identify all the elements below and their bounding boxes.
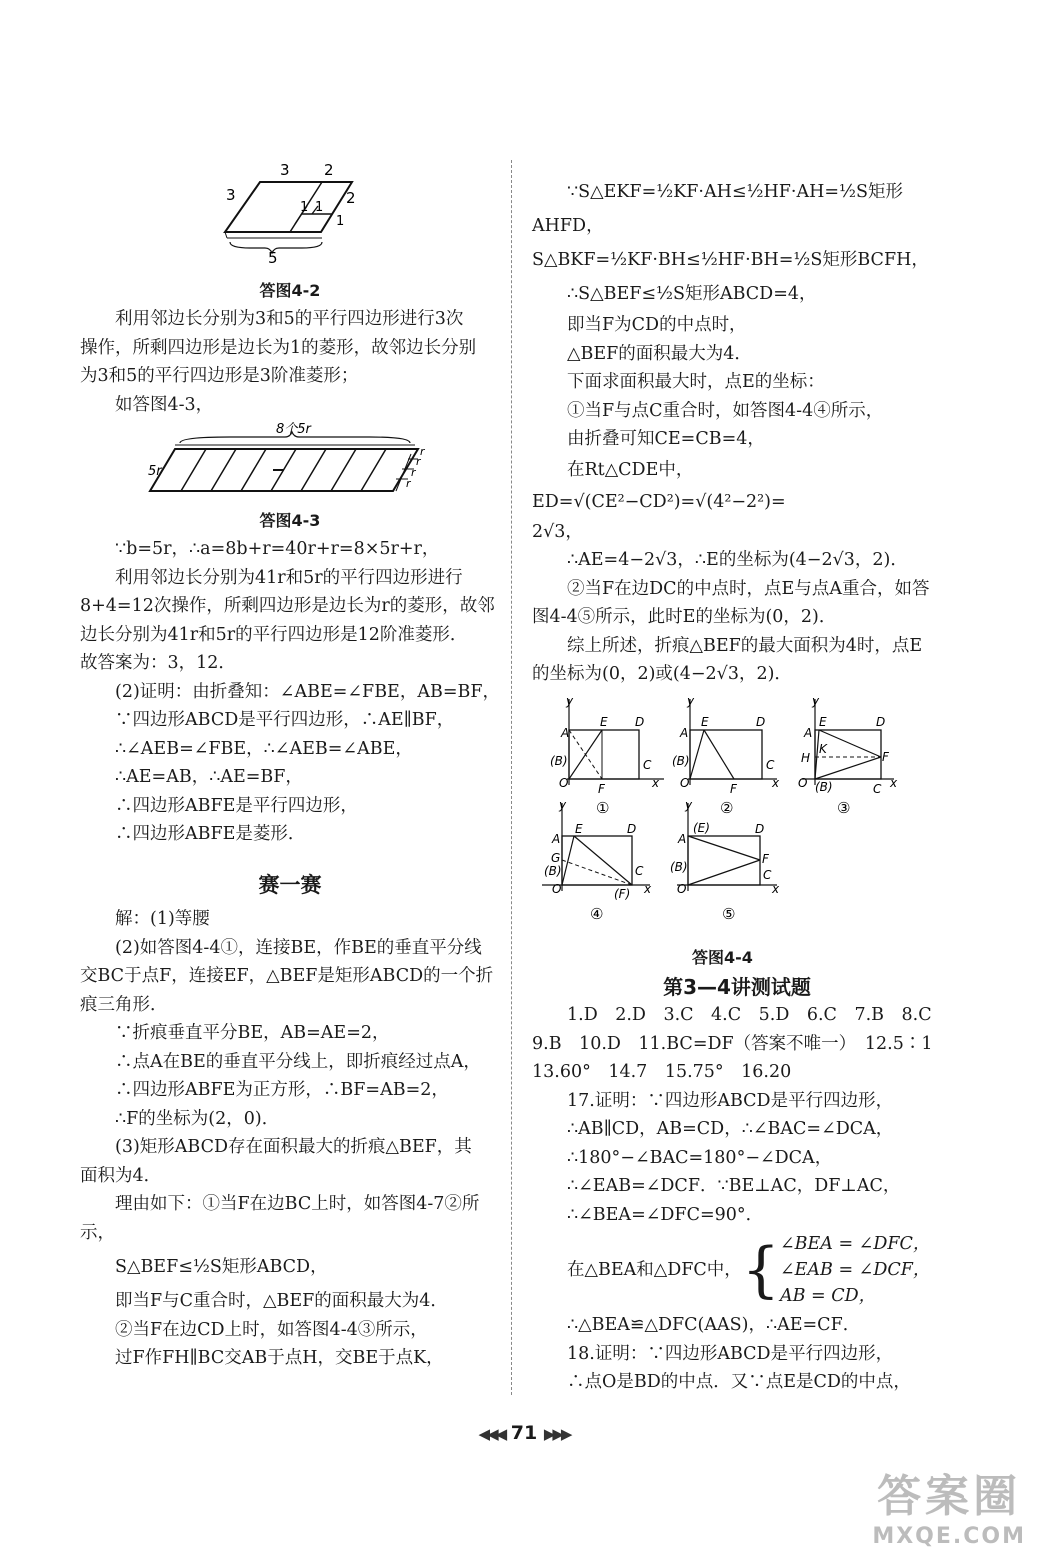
text-line: 解：(1)等腰: [115, 909, 210, 929]
text-line: ∴F的坐标为(2，0)．: [115, 1108, 280, 1129]
text-line: 即当F与C重合时，△BEF的面积最大为4．: [115, 1291, 448, 1311]
svg-text:O: O: [552, 881, 562, 896]
text-line: 操作，所剩四边形是边长为1的菱形，故邻边长分别: [80, 337, 477, 358]
fig44-caption: 答图4-4: [692, 948, 753, 967]
text-line: ①当F与点C重合时，如答图4-4④所示，: [567, 400, 884, 421]
text-line: 故答案为：3，12．: [80, 653, 236, 673]
svg-text:D: D: [627, 821, 637, 836]
fig42-label-top-3: 3: [280, 161, 290, 179]
text-line: ∴△BEA≌△DFC(AAS)，∴AE=CF．: [567, 1315, 861, 1335]
text-line: 利用邻边长分别为3和5的平行四边形进行3次: [115, 309, 464, 329]
system-line: AB = CD，: [779, 1286, 877, 1306]
text-line: 如答图4-3，: [115, 394, 214, 415]
text-line: (2)证明：由折叠知：∠ABE=∠FBE，AB=BF，: [115, 681, 500, 702]
text-line: 痕三角形．: [80, 994, 168, 1015]
text-line: ∵折痕垂直平分BE，AB=AE=2，: [115, 1023, 390, 1043]
answer-line: 13.60° 14.7 15.75° 16.20: [532, 1062, 792, 1082]
text-line: 理由如下：①当F在边BC上时，如答图4-7②所: [115, 1194, 480, 1214]
svg-text:y: y: [812, 694, 820, 708]
svg-text:F: F: [598, 781, 605, 796]
text-line: 由折叠可知CE=CB=4，: [567, 429, 765, 449]
svg-text:(F): (F): [614, 886, 631, 901]
column-divider: [511, 160, 512, 1395]
fig44-sub-3: ③: [837, 798, 851, 817]
equation-system: [532, 1231, 942, 1309]
svg-text:G: G: [551, 850, 561, 865]
fig44-sub-1: ①: [596, 798, 610, 817]
fig42-label-bottom-5: 5: [268, 249, 278, 265]
fig43-r: r: [420, 445, 425, 458]
fig42-label-top-2: 2: [324, 161, 334, 179]
text-line: 下面求面积最大时，点E的坐标：: [567, 372, 825, 392]
right-column: [532, 175, 942, 1397]
svg-text:x: x: [772, 775, 780, 790]
left-column: [80, 150, 500, 1373]
text-line: 边长分别为41r和5r的平行四边形是12阶准菱形．: [80, 624, 468, 645]
fig44-sub-4: ④: [590, 904, 604, 923]
svg-text:E: E: [701, 714, 709, 729]
svg-text:A: A: [552, 831, 561, 846]
svg-text:C: C: [766, 757, 775, 772]
text-line: ∴四边形ABFE为正方形，∴BF=AB=2，: [115, 1080, 449, 1100]
text-line: ②当F在边CD上时，如答图4-4③所示，: [115, 1319, 428, 1340]
svg-text:(B): (B): [672, 753, 690, 768]
text-line: △BEF的面积最大为4．: [567, 343, 752, 364]
svg-text:(B): (B): [670, 859, 688, 874]
section-title: 赛一赛: [258, 872, 322, 897]
fig43-r: r: [406, 477, 411, 490]
watermark-main: 答案圈: [877, 1471, 1022, 1522]
fig42-label-right-2: 2: [346, 189, 356, 207]
svg-text:x: x: [652, 775, 660, 790]
svg-text:(B): (B): [815, 779, 833, 794]
text-line: 18.证明：∵四边形ABCD是平行四边形，: [567, 1343, 894, 1364]
fig42-caption: 答图4-2: [259, 280, 321, 300]
svg-text:D: D: [876, 714, 886, 729]
svg-text:O: O: [798, 775, 808, 790]
text-line: 示，: [80, 1222, 115, 1243]
svg-text:E: E: [819, 714, 827, 729]
fig44-sub-2: ②: [720, 798, 734, 817]
text-line: 交BC于点F，连接EF，△BEF是矩形ABCD的一个折: [80, 966, 494, 986]
text-line: ∴∠BEA=∠DFC=90°．: [567, 1204, 764, 1225]
svg-text:A: A: [678, 831, 687, 846]
right-arrows-icon: ▶▶▶: [543, 1425, 570, 1443]
figure-4-2: [80, 150, 500, 265]
text-line: ∴AE=4−2√3，∴E的坐标为(4−2√3，2)．: [567, 550, 908, 570]
answer-list: [532, 1001, 942, 1087]
svg-text:x: x: [772, 881, 780, 896]
svg-text:A: A: [804, 725, 813, 740]
svg-text:y: y: [566, 694, 574, 708]
svg-text:C: C: [643, 757, 652, 772]
system-prefix: 在△BEA和△DFC中，: [567, 1259, 742, 1280]
watermark-sub: MXQE.COM: [872, 1524, 1026, 1549]
svg-text:O: O: [677, 881, 687, 896]
fig42-label-left-3: 3: [226, 186, 236, 204]
svg-text:A: A: [561, 725, 570, 740]
svg-text:y: y: [559, 797, 567, 812]
svg-text:O: O: [559, 775, 569, 790]
svg-text:C: C: [635, 863, 644, 878]
svg-text:F: F: [762, 851, 769, 866]
svg-text:O: O: [680, 775, 690, 790]
test-title: 第3—4讲测试题: [663, 974, 811, 999]
text-line: 为3和5的平行四边形是3阶准菱形；: [80, 366, 359, 386]
text-line: (3)矩形ABCD存在面积最大的折痕△BEF，其: [115, 1137, 472, 1157]
svg-text:C: C: [873, 781, 882, 796]
text-line: ∴∠AEB=∠FBE，∴∠AEB=∠ABE，: [115, 738, 413, 759]
text-line: ∵b=5r，∴a=8b+r=40r+r=8×5r+r，: [115, 539, 440, 559]
svg-text:D: D: [635, 714, 645, 729]
text-line: ∴S△BEF≤½S矩形ABCD=4，: [567, 284, 817, 304]
text-line: 图4-4⑤所示，此时E的坐标为(0，2)．: [532, 607, 837, 627]
text-line: ∴AE=AB，∴AE=BF，: [115, 767, 303, 787]
text-line: 过F作FH∥BC交AB于点H，交BE于点K，: [115, 1348, 444, 1368]
svg-text:A: A: [680, 725, 689, 740]
figure-4-3: [80, 419, 500, 497]
text-line: 的坐标为(0，2)或(4−2√3，2)．: [532, 664, 792, 684]
text-line: 综上所述，折痕△BEF的最大面积为4时，点E: [567, 635, 923, 656]
svg-text:D: D: [755, 821, 765, 836]
page-number: [0, 1422, 1048, 1444]
text-line: 面积为4．: [80, 1165, 162, 1186]
text-line: S△BEF≤½S矩形ABCD，: [115, 1257, 328, 1277]
text-line: (2)如答图4-4①，连接BE，作BE的垂直平分线: [115, 937, 482, 958]
svg-text:C: C: [763, 867, 772, 882]
fig44-sub-5: ⑤: [722, 904, 736, 923]
system-line: ∠BEA = ∠DFC，: [779, 1234, 931, 1254]
svg-text:E: E: [575, 821, 583, 836]
left-brace: {: [741, 1235, 780, 1305]
text-line: ∵S△EKF=½KF·AH≤½HF·AH=½S矩形AHFD，: [532, 182, 903, 236]
fig43-r: r: [411, 466, 416, 479]
page-number-value: 71: [510, 1422, 538, 1444]
svg-text:y: y: [687, 694, 695, 708]
text-line: ∴点O是BD的中点．又∵点E是CD的中点，: [567, 1372, 911, 1392]
svg-text:y: y: [685, 797, 693, 812]
fig43-side-label: 5r: [148, 464, 162, 479]
svg-text:x: x: [890, 775, 898, 790]
text-line: ②当F在边DC的中点时，点E与点A重合，如答: [567, 578, 930, 599]
text-line: ∴四边形ABFE是平行四边形，: [115, 795, 358, 816]
fig43-caption: 答图4-3: [259, 510, 321, 530]
svg-text:F: F: [730, 781, 737, 796]
svg-text:E: E: [600, 714, 608, 729]
text-line: ∴∠EAB=∠DCF．∵BE⊥AC，DF⊥AC，: [567, 1176, 901, 1196]
svg-text:D: D: [756, 714, 766, 729]
figure-4-4: [532, 695, 942, 935]
text-line: ∴四边形ABFE是菱形．: [115, 824, 306, 844]
svg-text:(B): (B): [550, 753, 568, 768]
fig42-label-1a: 1: [300, 200, 309, 215]
svg-text:(B): (B): [544, 863, 562, 878]
text-line: 利用邻边长分别为41r和5r的平行四边形进行: [115, 567, 463, 588]
text-line: 在Rt△CDE中，ED=√(CE²−CD²)=√(4²−2²)=: [532, 459, 786, 512]
text-line: ∴点A在BE的垂直平分线上，即折痕经过点A，: [115, 1051, 481, 1072]
svg-text:H: H: [801, 750, 811, 765]
svg-text:F: F: [882, 749, 889, 764]
fig43-top-label: 8个5r: [276, 422, 311, 437]
svg-text:(E): (E): [693, 820, 710, 835]
text-line: ∴180°−∠BAC=180°−∠DCA，: [567, 1147, 833, 1168]
fig42-label-1c: 1: [336, 214, 345, 229]
text-line: 17.证明：∵四边形ABCD是平行四边形，: [567, 1090, 894, 1111]
text-line: 2√3，: [532, 521, 583, 542]
left-arrows-icon: ◀◀◀: [478, 1425, 505, 1443]
svg-text:K: K: [819, 741, 827, 756]
fig42-label-1b: 1: [315, 200, 324, 215]
fig43-r: r: [416, 455, 421, 468]
text-line: 即当F为CD的中点时，: [567, 315, 747, 335]
text-line: 8+4=12次操作，所剩四边形是边长为r的菱形，故邻: [80, 596, 495, 616]
answer-line: 1.D 2.D 3.C 4.C 5.D 6.C 7.B 8.C: [567, 1005, 932, 1025]
svg-text:x: x: [644, 881, 652, 896]
system-line: ∠EAB = ∠DCF，: [779, 1260, 931, 1280]
text-line: S△BKF=½KF·BH≤½HF·BH=½S矩形BCFH，: [532, 250, 929, 270]
text-line: ∵四边形ABCD是平行四边形，∴AE∥BF，: [115, 710, 455, 730]
answer-line: 9.B 10.D 11.BC=DF（答案不唯一） 12.5∶1: [532, 1033, 933, 1054]
text-line: ∴AB∥CD，AB=CD，∴∠BAC=∠DCA，: [567, 1119, 894, 1139]
